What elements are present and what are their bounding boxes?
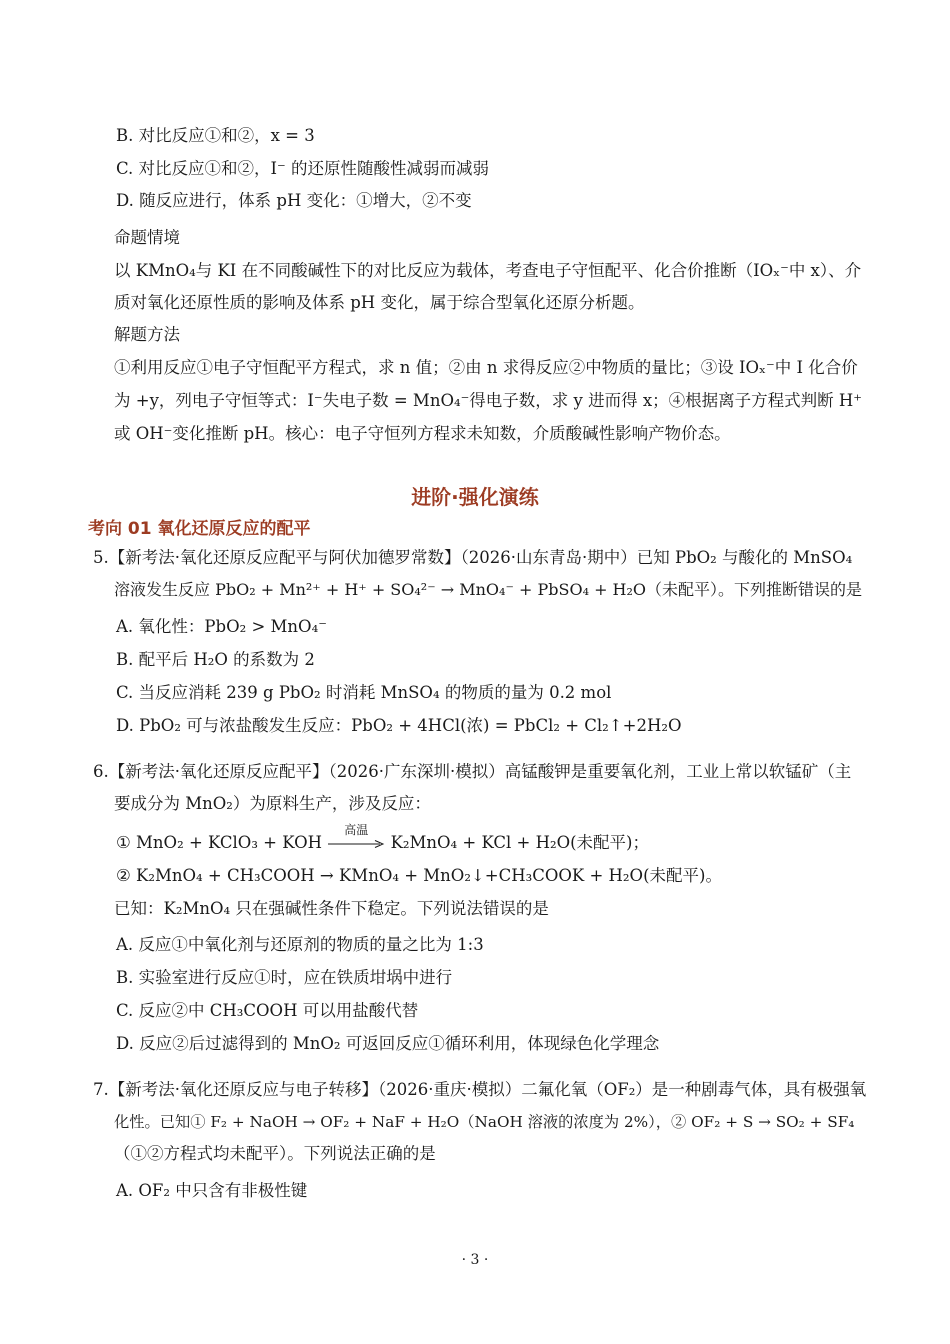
prev-option-d: D. 随反应进行，体系 pH 变化：①增大，②不变	[116, 191, 472, 210]
arrow-icon	[327, 837, 385, 851]
method-line-2: 为 +y，列电子守恒等式：I⁻失电子数 = MnO₄⁻得电子数，求 y 进而得 x；④根据离子方程式判断 H⁺	[114, 391, 863, 410]
q5-stem-line-1: 5.【新考法·氧化还原反应配平与阿伏加德罗常数】（2026·山东青岛·期中）已知 PbO₂ 与酸化的 MnSO₄	[93, 548, 853, 567]
q7-option-a: A. OF₂ 中只含有非极性键	[116, 1181, 308, 1200]
q6-reaction-1-right: K₂MnO₄ + KCl + H₂O(未配平)；	[390, 833, 649, 852]
q6-stem-line-1: 6.【新考法·氧化还原反应配平】（2026·广东深圳·模拟）高锰酸钾是重要氧化剂，工业上常以软锰矿（主	[93, 762, 852, 781]
context-heading: 命题情境	[114, 228, 180, 247]
reaction-arrow	[327, 822, 385, 851]
q6-option-c: C. 反应②中 CH₃COOH 可以用盐酸代替	[116, 1001, 419, 1020]
page-number: · 3 ·	[461, 1252, 489, 1268]
q6-option-d: D. 反应②后过滤得到的 MnO₂ 可返回反应①循环利用，体现绿色化学理念	[116, 1034, 660, 1053]
q6-reaction-1	[116, 822, 649, 854]
reaction-condition: 高温	[344, 822, 369, 837]
q7-stem-line-3: （①②方程式均未配平）。下列说法正确的是	[114, 1144, 436, 1163]
q5-option-b: B. 配平后 H₂O 的系数为 2	[116, 650, 315, 669]
method-heading: 解题方法	[114, 325, 180, 344]
section-title: 进阶·强化演练	[411, 485, 539, 509]
context-line-1: 以 KMnO₄与 KI 在不同酸碱性下的对比反应为载体，考查电子守恒配平、化合价推断（IOₓ⁻中 x）、介	[114, 261, 862, 280]
prev-option-b: B. 对比反应①和②，x = 3	[116, 126, 315, 145]
q7-stem-line-1: 7.【新考法·氧化还原反应与电子转移】（2026·重庆·模拟）二氟化氧（OF₂）是一种剧毒气体，具有极强氧	[93, 1080, 867, 1099]
method-line-3: 或 OH⁻变化推断 pH。核心：电子守恒列方程求未知数，介质酸碱性影响产物价态。	[114, 424, 731, 443]
q6-option-b: B. 实验室进行反应①时，应在铁质坩埚中进行	[116, 968, 453, 987]
method-line-1: ①利用反应①电子守恒配平方程式，求 n 值；②由 n 求得反应②中物质的量比；③设 IOₓ⁻中 I 化合价	[114, 358, 858, 377]
q5-stem-line-2: 溶液发生反应 PbO₂ + Mn²⁺ + H⁺ + SO₄²⁻ → MnO₄⁻ + PbSO₄ + H₂O（未配平）。下列推断错误的是	[114, 580, 863, 599]
q5-option-a: A. 氧化性：PbO₂ > MnO₄⁻	[116, 617, 327, 636]
q5-option-c: C. 当反应消耗 239 g PbO₂ 时消耗 MnSO₄ 的物质的量为 0.2 mol	[116, 683, 612, 702]
q5-option-d: D. PbO₂ 可与浓盐酸发生反应：PbO₂ + 4HCl(浓) = PbCl₂ + Cl₂↑+2H₂O	[116, 716, 682, 735]
subsection-title: 考向 01 氧化还原反应的配平	[88, 519, 311, 539]
q6-reaction-1-left: ① MnO₂ + KClO₃ + KOH	[116, 833, 323, 852]
q7-stem-line-2: 化性。已知① F₂ + NaOH → OF₂ + NaF + H₂O（NaOH 溶液的浓度为 2%），② OF₂ + S → SO₂ + SF₄	[114, 1113, 855, 1131]
q6-option-a: A. 反应①中氧化剂与还原剂的物质的量之比为 1:3	[116, 935, 484, 954]
prev-option-c: C. 对比反应①和②，I⁻ 的还原性随酸性减弱而减弱	[116, 159, 489, 178]
q6-stem-line-2: 要成分为 MnO₂）为原料生产，涉及反应：	[114, 794, 431, 813]
q6-known: 已知：K₂MnO₄ 只在强碱性条件下稳定。下列说法错误的是	[114, 899, 549, 918]
context-line-2: 质对氧化还原性质的影响及体系 pH 变化，属于综合型氧化还原分析题。	[114, 293, 645, 312]
q6-reaction-2: ② K₂MnO₄ + CH₃COOH → KMnO₄ + MnO₂↓+CH₃COOK + H₂O(未配平)。	[116, 866, 722, 885]
